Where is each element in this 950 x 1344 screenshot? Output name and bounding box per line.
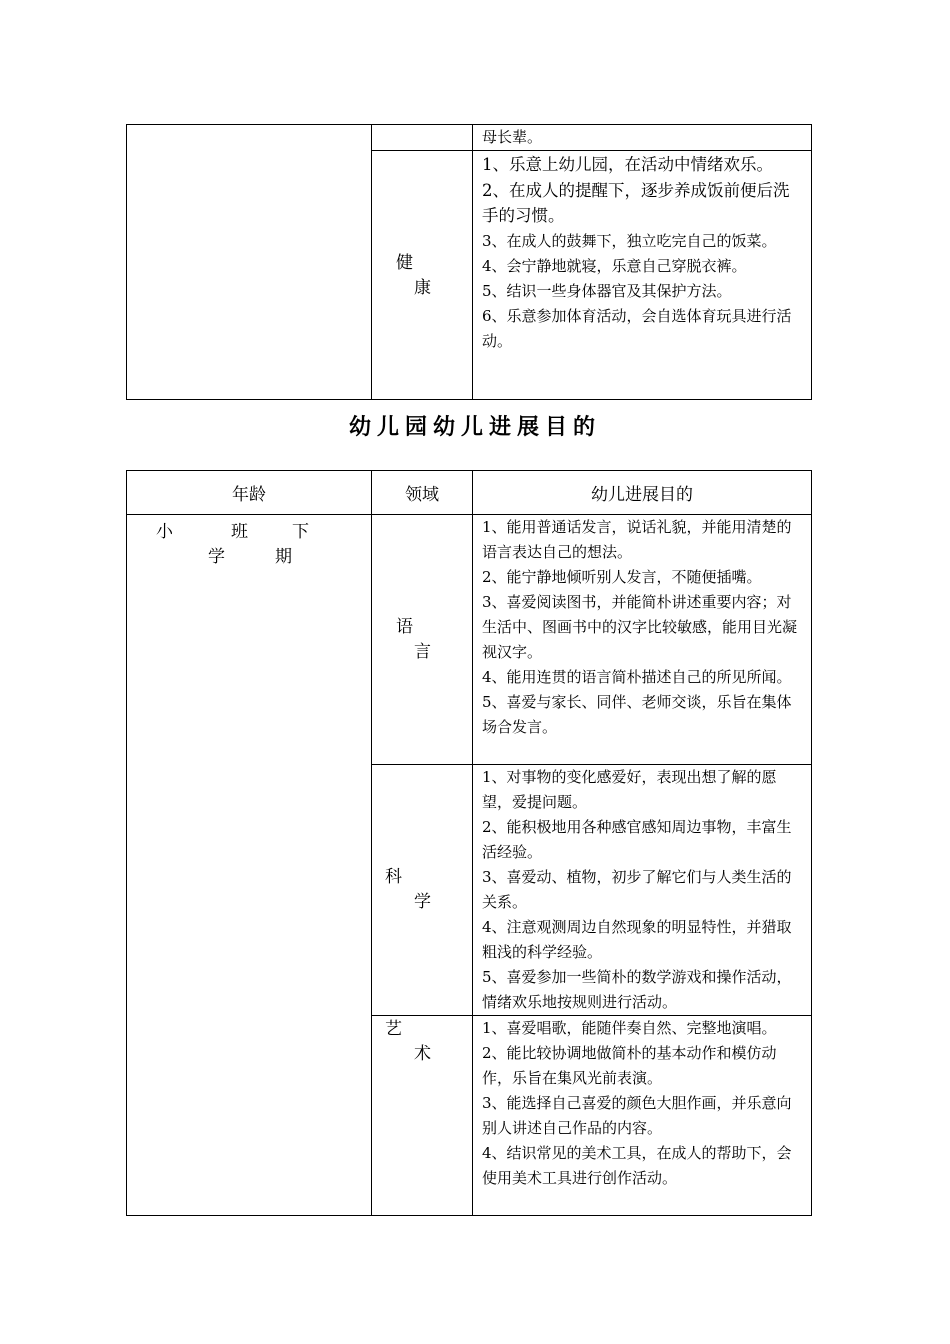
age-char: 学 [208,547,225,567]
domain-char: 语 [396,617,413,637]
domain-char: 言 [414,642,431,662]
domain-cell-language [372,515,473,765]
domain-char: 学 [414,892,431,912]
domain-char: 康 [414,278,431,298]
list-item: 3、喜爱动、植物，初步了解它们与人类生活的关系。 [482,868,792,911]
list-item: 3、能选择自己喜爱的颜色大胆作画，并乐意向别人讲述自己作品的内容。 [482,1094,792,1137]
age-cell-empty [127,125,372,400]
list-item: 母长辈。 [482,128,543,146]
domain-char: 健 [396,253,413,273]
list-item: 5、结识一些身体器官及其保护方法。 [482,281,732,300]
list-item: 3、在成人的鼓舞下，独立吃完自己的饭菜。 [482,231,777,250]
age-char: 期 [275,547,292,567]
list-item: 1、喜爱唱歌，能随伴奏自然、完整地演唱。 [482,1019,777,1037]
list-item: 5、喜爱参加一些简朴的数学游戏和操作活动，情绪欢乐地按规则进行活动。 [482,968,792,1011]
age-cell [127,515,372,1216]
list-item: 2、在成人的提醒下，逐步养成饭前便后洗手的习惯。 [482,180,790,225]
table-row [127,515,812,765]
goal-cell-science [473,765,812,1016]
domain-cell-art [372,1016,473,1216]
list-item: 1、对事物的变化感爱好，表现出想了解的愿望，爱提问题。 [482,768,777,811]
list-item: 2、能比较协调地做简朴的基本动作和模仿动作，乐旨在集风光前表演。 [482,1044,777,1087]
page-title: 幼儿园幼儿进展目的 [348,414,601,440]
domain-cell-health [372,151,473,400]
goals-table [126,470,812,1216]
age-char: 小 [156,522,173,542]
goal-cell-art [473,1016,812,1216]
domain-char: 术 [414,1044,431,1064]
list-item: 4、注意观测周边自然现象的明显特性，并猎取粗浅的科学经验。 [482,918,792,961]
list-item: 6、乐意参加体育活动，会自选体育玩具进行活动。 [482,306,792,350]
header-goals: 幼儿进展目的 [473,471,812,515]
list-item: 1、能用普通话发言，说话礼貌，并能用清楚的语言表达自己的想法。 [482,518,792,561]
list-item: 4、会宁静地就寝，乐意自己穿脱衣裤。 [482,256,747,275]
list-item: 4、结识常见的美术工具，在成人的帮助下，会使用美术工具进行创作活动。 [482,1144,792,1187]
age-char: 下 [292,522,309,542]
domain-cell-empty [372,125,473,151]
table-row [127,125,812,151]
list-item: 2、能积极地用各种感官感知周边事物，丰富生活经验。 [482,818,792,861]
goal-cell-health [473,151,812,400]
top-table [126,124,812,400]
domain-char: 艺 [385,1019,402,1039]
header-age: 年龄 [127,471,372,515]
goal-cell-language [473,515,812,765]
list-item: 2、能宁静地倾听别人发言，不随便插嘴。 [482,568,762,586]
domain-char: 科 [385,867,402,887]
list-item: 1、乐意上幼儿园，在活动中情绪欢乐。 [482,155,773,174]
age-char: 班 [231,522,248,542]
table-header-row [127,471,812,515]
header-domain: 领域 [372,471,473,515]
domain-cell-science [372,765,473,1016]
goal-cell [473,125,812,151]
list-item: 4、能用连贯的语言简朴描述自己的所见所闻。 [482,668,792,686]
list-item: 5、喜爱与家长、同伴、老师交谈，乐旨在集体场合发言。 [482,693,792,736]
list-item: 3、喜爱阅读图书，并能简朴讲述重要内容；对生活中、图画书中的汉字比较敏感，能用目光凝视汉字。 [482,593,798,661]
